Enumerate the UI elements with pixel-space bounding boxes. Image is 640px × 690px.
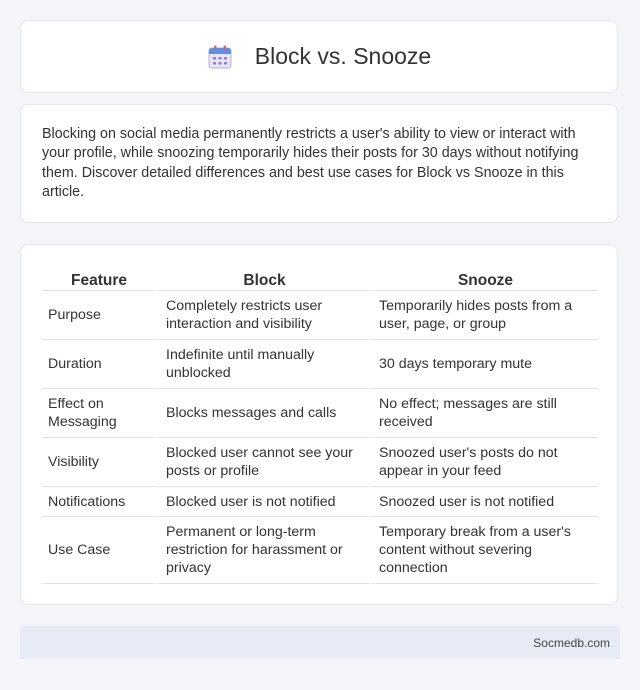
table-row [42, 389, 598, 438]
feature-cell: Visibility [42, 438, 156, 487]
comparison-table [42, 265, 598, 584]
block-cell: Completely restricts user interaction and visibility [156, 291, 369, 340]
block-cell: Indefinite until manually unblocked [156, 340, 369, 389]
snooze-cell: Snoozed user is not notified [369, 487, 598, 517]
comparison-card [20, 244, 618, 605]
table-row [42, 340, 598, 389]
block-cell: Blocked user is not notified [156, 487, 369, 517]
site-name: Socmedb.com [533, 635, 610, 650]
table-row [42, 291, 598, 340]
block-cell: Permanent or long-term restriction for harassment or privacy [156, 517, 369, 584]
footer [20, 626, 620, 659]
feature-cell: Use Case [42, 517, 156, 584]
feature-cell: Duration [42, 340, 156, 389]
feature-cell: Notifications [42, 487, 156, 517]
header-block: Block [156, 265, 369, 291]
table-header-row [42, 265, 598, 291]
feature-cell: Purpose [42, 291, 156, 340]
snooze-cell: Temporarily hides posts from a user, page, or group [369, 291, 598, 340]
block-cell: Blocked user cannot see your posts or profile [156, 438, 369, 487]
snooze-cell: Temporary break from a user's content without severing connection [369, 517, 598, 584]
intro-text: Blocking on social media permanently restricts a user's ability to view or interact with your profile, while snoozing temporarily hides their posts for 30 days without notifying them. Discover detailed differences and best use cases for Block vs Snooze in this article. [42, 126, 579, 200]
feature-cell: Effect on Messaging [42, 389, 156, 438]
snooze-cell: 30 days temporary mute [369, 340, 598, 389]
calendar-icon [207, 44, 233, 70]
block-cell: Blocks messages and calls [156, 389, 369, 438]
title-wrap [207, 43, 431, 70]
snooze-cell: No effect; messages are still received [369, 389, 598, 438]
table-row [42, 487, 598, 517]
snooze-cell: Snoozed user's posts do not appear in your feed [369, 438, 598, 487]
intro-card [20, 104, 618, 223]
title-card [20, 20, 618, 93]
header-feature: Feature [42, 265, 156, 291]
page-title: Block vs. Snooze [254, 43, 432, 69]
table-row [42, 517, 598, 584]
table-row [42, 438, 598, 487]
header-snooze: Snooze [369, 265, 598, 291]
